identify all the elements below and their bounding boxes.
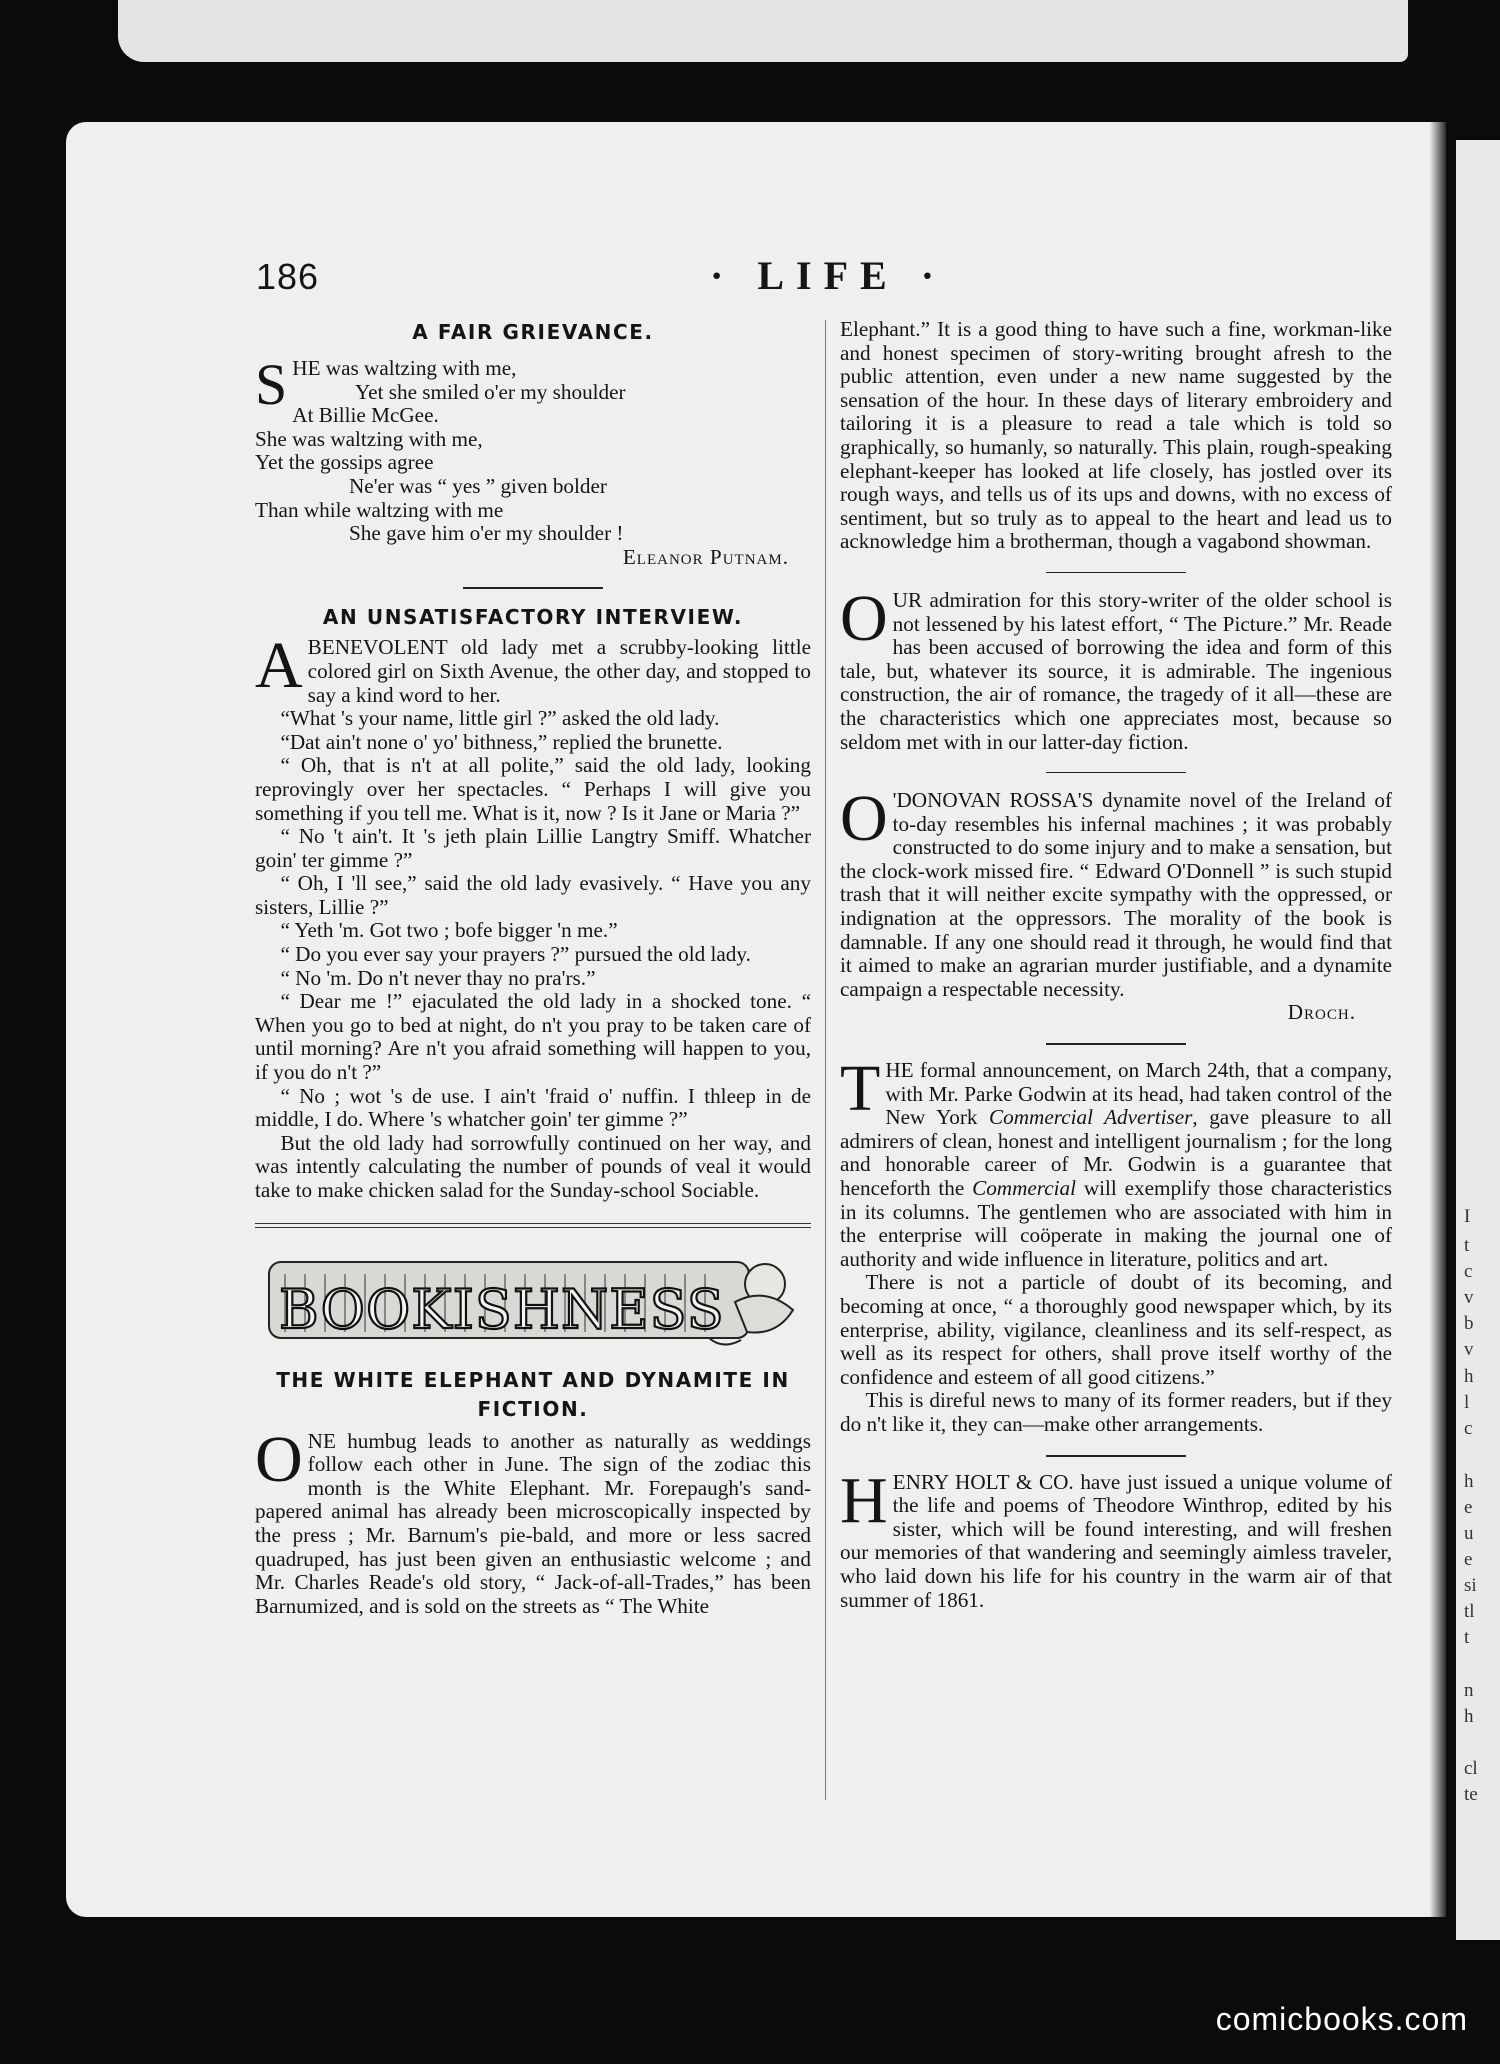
paragraph: BENEVOLENT old lady met a scrubby-looking little colored girl on Sixth Avenue, the other day, and stopped to say a kind word to her. <box>307 635 811 707</box>
poem-author: Eleanor Putnam. <box>622 544 789 569</box>
drop-cap: S <box>255 352 288 417</box>
paragraph: There is not a particle of doubt of its becoming, and becoming at once, “ a thoroughly good newspaper which, by its enterprise, ability, vigilance, cleanliness and its self-respect, as well as its respect for others, shall prove itself worthy of the confidence and esteem of all good citizens.” <box>840 1270 1392 1389</box>
paragraph: “ No 'm. Do n't never thay no pra'rs.” <box>280 965 596 990</box>
paragraph: “ No ; wot 's de use. I ain't 'fraid o' nuffin. I thleep in de middle, I do. Where 's whatcher goin' ter gimme ?” <box>255 1083 811 1132</box>
drop-cap: O <box>840 782 888 856</box>
poem-line: Than while waltzing with me <box>255 497 504 522</box>
sliver-letter: h <box>1464 1366 1474 1387</box>
paragraph: “ Oh, I 'll see,” said the old lady evasively. “ Have you any sisters, Lillie ?” <box>255 871 811 919</box>
section-rule <box>1046 1455 1186 1457</box>
sliver-letter: n <box>1464 1680 1474 1701</box>
site-watermark: comicbooks.com <box>1215 2001 1468 2037</box>
sliver-letter: h <box>1464 1471 1474 1492</box>
publication-name: Commercial Advertiser <box>989 1105 1193 1130</box>
bookishness-banner-art <box>265 1240 805 1356</box>
sliver-letter: v <box>1464 1339 1474 1360</box>
article-white-elephant <box>255 1366 811 1619</box>
sliver-letter: t <box>1464 1627 1470 1648</box>
poem-line: At Billie McGee. <box>292 403 439 428</box>
paragraph: UR admiration for this story-writer of the older school is not lessened by his latest effort, “ The Picture.” Mr. Reade has been accused of borrowing the idea and form of this tale, but, whatever its source, it is admirable. The ingenious construction, the air of romance, the tragedy of it all—these are the characteristics which one appreciates most, because so seldom met with in our latter-day fiction. <box>840 587 1392 754</box>
publication-name: Commercial <box>972 1176 1077 1200</box>
sliver-letter: b <box>1464 1313 1474 1334</box>
sliver-letter: e <box>1464 1549 1473 1570</box>
article-title: AN UNSATISFACTORY INTERVIEW. <box>322 605 744 630</box>
paragraph: This is direful news to many of its former readers, but if they do n't like it, they can—make other arrangements. <box>840 1388 1392 1436</box>
article-title: THE WHITE ELEPHANT AND DYNAMITE IN FICTION. <box>276 1367 790 1421</box>
sliver-letter: e <box>1464 1497 1473 1518</box>
sliver-letter: te <box>1464 1784 1478 1805</box>
sliver-letter: c <box>1464 1418 1473 1439</box>
drop-cap: T <box>840 1052 881 1126</box>
paragraph: “ Do you ever say your prayers ?” pursued the old lady. <box>280 942 751 967</box>
paragraph-part: will exemplify those characteristics in its columns. The gentlemen who are associated with him in the enterprise will coöperate in making the journal one of authority and wide influence in literature, politics and art. <box>840 1176 1392 1271</box>
drop-cap: H <box>840 1463 888 1537</box>
drop-cap: O <box>255 1422 303 1496</box>
poem-line: HE was waltzing with me, <box>292 356 517 380</box>
sliver-letter: h <box>1464 1706 1474 1727</box>
sliver-letter: I <box>1464 1206 1471 1227</box>
section-rule <box>1046 572 1186 573</box>
sliver-letter: cl <box>1464 1758 1478 1779</box>
sliver-letter: tl <box>1464 1601 1475 1622</box>
poem-title: A FAIR GRIEVANCE. <box>412 320 654 344</box>
paragraph-continued: Elephant.” It is a good thing to have such a fine, workman-like and honest specimen of story-writing brought afresh to the public attention, even under a new name suggested by the sensation of the hour. In these days of literary embroidery and tailoring it is a pleasure to read a tale which is told so graphically, so humanly, so naturally. This plain, rough-speaking elephant-keeper has looked at life closely, has jostled over its rough ways, and tells us of its ups and downs, with no excess of sentiment, but so truly as to appeal to the heart and lead us to acknowledge him a brotherman, though a vagabond showman. <box>840 317 1392 554</box>
paragraph: “ No 't ain't. It 's jeth plain Lillie Langtry Smiff. Whatcher goin' ter gimme ?” <box>255 824 811 872</box>
poem-line: Yet the gossips agree <box>255 450 434 475</box>
poem-fair-grievance <box>255 318 811 569</box>
previous-page-edge <box>118 0 1408 62</box>
paragraph: “ Dear me !” ejaculated the old lady in a shocked tone. “ When you go to bed at night, do n't you pray to be taken care of until morning? Are n't you afraid something will happen to you, if you do n't ?” <box>255 989 811 1085</box>
poem-line: She gave him o'er my shoulder ! <box>349 521 624 546</box>
drop-cap: O <box>840 581 888 655</box>
column-divider <box>825 320 826 1800</box>
section-rule <box>463 587 603 589</box>
left-column <box>255 318 811 1618</box>
double-rule <box>255 1223 811 1228</box>
right-column <box>840 318 1392 1612</box>
sliver-letter: l <box>1464 1392 1470 1413</box>
paragraph: 'DONOVAN ROSSA'S dynamite novel of the Ireland of to-day resembles his infernal machines ; it was probably constructed to do some injury and to make a sensation, but the clock-work missed fire. “ Edward O'Donnell ” is such stupid trash that it will neither excite sympathy with the oppressed, or indignation at the oppressors. The morality of the book is damnable. If any one should read it through, he would find that it aimed to make an agrarian murder justifiable, and a dynamite campaign a respectable necessity. <box>840 788 1392 1001</box>
paragraph: “ Oh, that is n't at all polite,” said the old lady, looking reprovingly over her spectacles. “ Perhaps I will give you something if you tell me. What is it, now ? Is it Jane or Maria ?” <box>255 753 811 825</box>
poem-line: Yet she smiled o'er my shoulder <box>355 379 626 404</box>
sliver-letter: c <box>1464 1261 1473 1282</box>
banner-lettering: BOOKISHNESS <box>279 1277 725 1341</box>
drop-cap: A <box>255 629 303 703</box>
sliver-letter: v <box>1464 1287 1474 1308</box>
sliver-letter: si <box>1464 1575 1477 1596</box>
adjacent-page-sliver <box>1456 140 1500 1940</box>
paragraph: But the old lady had sorrowfully continued on her way, and was intently calculating the number of pounds of veal it would take to make chicken salad for the Sunday-school Sociable. <box>255 1130 811 1202</box>
paragraph: “Dat ain't none o' yo' bithness,” replied the brunette. <box>280 729 723 754</box>
review-author: Droch. <box>1287 1000 1356 1025</box>
paragraph: “ Yeth 'm. Got two ; bofe bigger 'n me.” <box>280 918 618 943</box>
section-rule <box>1046 1043 1186 1045</box>
bookishness-banner <box>255 1240 811 1358</box>
masthead-title: · LIFE · <box>710 253 947 298</box>
paragraph-part: HE formal announcement, on March 24th, that a company, with Mr. Parke Godwin at its head, had taken control of the New York <box>885 1058 1392 1130</box>
poem-line: She was waltzing with me, <box>255 426 483 451</box>
page-number: 186 <box>256 256 320 297</box>
section-rule <box>1046 772 1186 773</box>
article-unsatisfactory-interview <box>255 603 811 1202</box>
paragraph: ENRY HOLT & CO. have just issued a unique volume of the life and poems of Theodore Winthrop, edited by his sister, which will be found interesting, and will freshen our memories of that wandering and seemingly aimless traveler, who laid down his life for his country in the warm air of that summer of 1861. <box>840 1469 1392 1612</box>
paragraph: “What 's your name, little girl ?” asked the old lady. <box>280 706 720 731</box>
sliver-letter: u <box>1464 1523 1474 1544</box>
paragraph: NE humbug leads to another as naturally as weddings follow each other in June. The sign of the zodiac this month is the White Elephant. Mr. Forepaugh's sand-papered animal has already been microscopically inspected by the press ; Mr. Barnum's pie-bald, and more or less sacred quadruped, has just been given an enthusiastic welcome ; and Mr. Charles Reade's old story, “ Jack-of-all-Trades,” has been Barnumized, and is sold on the streets as “ The White <box>255 1428 811 1618</box>
poem-body <box>255 352 811 546</box>
sliver-letter: t <box>1464 1235 1470 1256</box>
poem-line: Ne'er was “ yes ” given bolder <box>349 473 607 498</box>
paragraph-part: , gave pleasure to all admirers of clean, honest and intelligent journalism ; for the long and honorable career of Mr. Godwin is a guarantee that henceforth the <box>840 1105 1392 1200</box>
